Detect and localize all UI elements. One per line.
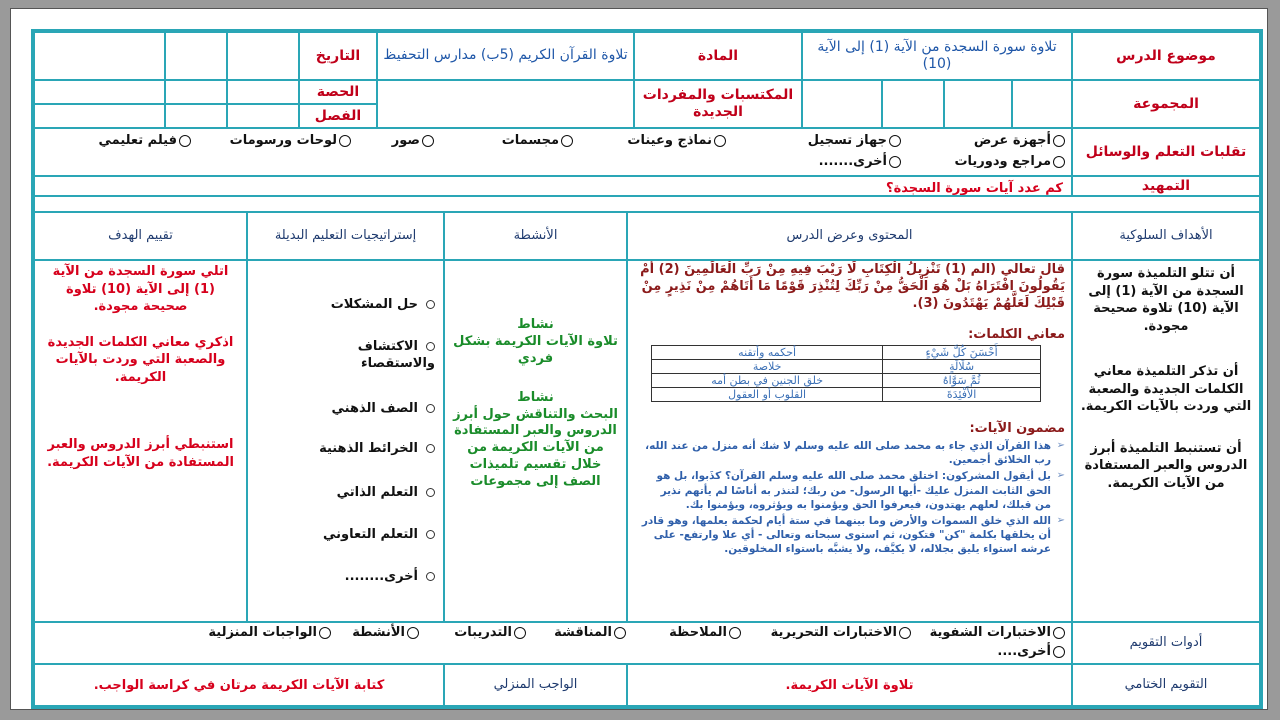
vocab-meaning: خلق الجنين في بطن أمه — [652, 374, 883, 388]
table-row — [652, 360, 1041, 374]
activities-header: الأنشطة — [444, 212, 627, 260]
group-cell-4 — [802, 80, 882, 128]
verse-text: قال تعالي (الم (1) تَنْزِيلُ الْكِتَابِ لَا رَيْبَ فِيهِ مِنْ رَبِّ الْعَالَمِينَ (2) أَمْ يَقُولُونَ افْتَرَاهُ بَلْ هُوَ الْحَقُّ مِنْ رَبِّكَ لِتُنْذِرَ قَوْمًا مَا أَتَاهُمْ مِنْ نَذِيرٍ مِنْ قَبْلِكَ لَعَلَّهُمْ يَهْتَدُونَ (3). — [640, 262, 1065, 311]
tool-option[interactable]: نماذج وعينات — [627, 133, 726, 148]
assessment-option[interactable]: الواجبات المنزلية — [208, 625, 331, 640]
strategy-item[interactable]: التعلم الذاتي — [337, 485, 435, 502]
vocab-word: سُلَالَةٍ — [883, 360, 1041, 374]
page-frame — [10, 8, 1268, 710]
assessment-option[interactable]: الاختبارات الشفوية — [930, 625, 1065, 640]
final-evaluation-label: التقويم الختامي — [1072, 664, 1260, 706]
evaluation-header: تقييم الهدف — [34, 212, 247, 260]
content-column — [627, 260, 1072, 622]
meaning-title: مضمون الآيات: — [969, 421, 1065, 436]
spacer-row — [34, 196, 1260, 212]
evaluation-item: اتلي سورة السجدة من الآية (1) إلى الآية (10) تلاوة صحيحة مجودة. — [52, 264, 229, 315]
list-item: ➢ بل أيقول المشركون: اختلق محمد صلى الله عليه وسلم القرآن؟ كذَبوا، بل هو الحق الثابت المنزل عليك -أيها الرسول- من ربك؛ لتنذر به أناسًا لم يأتهم نذير من قبلك، لعلهم يهتدون، فيعرفوا الحق ويؤمنوا به ويؤثروه، ويؤمنوا بك. — [641, 469, 1065, 512]
evaluation-item: استنبطي أبرز الدروس والعبر المستفادة من الآيات الكريمة. — [47, 437, 234, 470]
radio-circle-icon[interactable] — [899, 627, 911, 639]
table-row — [652, 388, 1041, 402]
strategy-item[interactable]: الصف الذهني — [332, 401, 435, 418]
circle-bullet-icon[interactable] — [426, 444, 435, 453]
vocab-meaning: خلاصة — [652, 360, 883, 374]
class-cell-2 — [165, 104, 227, 128]
radio-circle-icon[interactable] — [1053, 135, 1065, 147]
radio-circle-icon[interactable] — [339, 135, 351, 147]
activity-text: تلاوة الآيات الكريمة بشكل فردي — [453, 333, 618, 366]
class-label: الفصل — [299, 104, 377, 128]
activities-column — [444, 260, 627, 622]
activity-text: البحث والتناقش حول أبرز الدروس والعبر المستفادة من الآيات الكريمة من خلال تقسيم تلميذات الصف إلى مجموعات — [453, 406, 618, 490]
list-item: ➢ الله الذي خلق السموات والأرض وما بينهما في ستة أيام لحكمة يعلمها، وهو قادر أن يخلقها بكلمة "كن" فتكون، ثم استوى سبحانه وتعالى - أي علا وارتفع- على عرشه استواء يليق بجلاله، لا يكيَّف، ولا يشبَّه باستواء المخلوقين. — [641, 514, 1065, 557]
circle-bullet-icon[interactable] — [426, 404, 435, 413]
radio-circle-icon[interactable] — [1053, 627, 1065, 639]
evaluation-column — [34, 260, 247, 622]
vocab-word: ثُمَّ سَوَّاهُ — [883, 374, 1041, 388]
lesson-plan-sheet — [31, 29, 1263, 709]
strategy-item[interactable]: حل المشكلات — [331, 297, 435, 314]
strategies-header: إستراتيجيات التعليم البديلة — [247, 212, 444, 260]
circle-bullet-icon[interactable] — [426, 572, 435, 581]
radio-circle-icon[interactable] — [1053, 646, 1065, 658]
tool-option[interactable]: صور — [392, 133, 434, 148]
period-cell-1 — [227, 80, 299, 104]
objective-item: أن تستنبط التلميذة أبرز الدروس والعبر المستفادة من الآيات الكريمة. — [1084, 440, 1248, 491]
circle-bullet-icon[interactable] — [426, 342, 435, 351]
tool-option[interactable]: جهاز تسجيل — [808, 133, 901, 148]
activity-title: نشاط — [517, 389, 554, 405]
vocab-value — [377, 80, 634, 128]
radio-circle-icon[interactable] — [422, 135, 434, 147]
radio-circle-icon[interactable] — [614, 627, 626, 639]
radio-circle-icon[interactable] — [179, 135, 191, 147]
tool-option[interactable]: مجسمات — [502, 133, 573, 148]
radio-circle-icon[interactable] — [319, 627, 331, 639]
circle-bullet-icon[interactable] — [426, 530, 435, 539]
vocab-meaning: أحكمه وأتقنه — [652, 346, 883, 360]
activity-title: نشاط — [517, 317, 554, 332]
objective-item: أن تذكر التلميذة معاني الكلمات الجديدة والصعبة التي وردت بالآيات الكريمة. — [1080, 364, 1252, 415]
assessment-option[interactable]: الاختبارات التحريرية — [771, 625, 911, 640]
vocab-word: أَحْسَنَ كُلَّ شَيْءٍ — [883, 346, 1041, 360]
period-label: الحصة — [299, 80, 377, 104]
assessment-option[interactable]: المناقشة — [554, 625, 626, 640]
vocab-label: المكتسبات والمفردات الجديدة — [634, 80, 802, 128]
strategy-item[interactable]: أخرى........ — [345, 569, 435, 586]
circle-bullet-icon[interactable] — [426, 300, 435, 309]
radio-circle-icon[interactable] — [407, 627, 419, 639]
vocab-word: الأَفْئِدَةَ — [883, 388, 1041, 402]
group-cell-3 — [882, 80, 944, 128]
date-cell-1 — [227, 32, 299, 80]
vocab-table — [651, 345, 1041, 402]
tool-option[interactable]: فيلم تعليمي — [98, 133, 191, 148]
radio-circle-icon[interactable] — [714, 135, 726, 147]
table-row — [652, 374, 1041, 388]
radio-circle-icon[interactable] — [889, 156, 901, 168]
lesson-topic-value: تلاوة سورة السجدة من الآية (1) إلى الآية (10) — [802, 32, 1072, 80]
evaluation-item: اذكري معاني الكلمات الجديدة والصعبة التي وردت بالآيات الكريمة. — [47, 334, 234, 385]
assessment-label: أدوات التقويم — [1072, 622, 1260, 664]
strategy-item[interactable]: الاكتشاف والاستقصاء — [357, 339, 435, 371]
intro-question: كم عدد آيات سورة السجدة؟ — [886, 181, 1063, 196]
vocab-title: معاني الكلمات: — [968, 327, 1065, 342]
list-item: ➢ هذا القرآن الذي جاء به محمد صلى الله عليه وسلم لا شك أنه منزل من عند الله، رب الخلائق أجمعين. — [641, 439, 1065, 467]
radio-circle-icon[interactable] — [889, 135, 901, 147]
tool-option[interactable]: مراجع ودوريات — [954, 154, 1065, 169]
strategies-column — [247, 260, 444, 622]
radio-circle-icon[interactable] — [1053, 156, 1065, 168]
assessment-options — [34, 622, 1072, 664]
tools-options — [34, 128, 1072, 176]
date-cell-3 — [34, 32, 165, 80]
class-cell-1 — [227, 104, 299, 128]
intro-label: التمهيد — [1072, 176, 1260, 196]
date-label: التاريخ — [299, 32, 377, 80]
objectives-header: الأهداف السلوكية — [1072, 212, 1260, 260]
objectives-column — [1072, 260, 1260, 622]
assessment-option[interactable]: التدريبات — [454, 625, 526, 640]
group-cell-1 — [1012, 80, 1072, 128]
lesson-topic-label: موضوع الدرس — [1072, 32, 1260, 80]
radio-circle-icon[interactable] — [729, 627, 741, 639]
subject-value: تلاوة القرآن الكريم (5ب) مدارس التحفيظ — [377, 32, 634, 80]
subject-label: المادة — [634, 32, 802, 80]
tools-label: تقلبات التعلم والوسائل — [1072, 128, 1260, 176]
group-label: المجموعة — [1072, 80, 1260, 128]
date-cell-2 — [165, 32, 227, 80]
assessment-option[interactable]: الأنشطة — [352, 625, 419, 640]
vocab-meaning: القلوب أو العقول — [652, 388, 883, 402]
period-cell-3 — [34, 80, 165, 104]
final-evaluation-value: تلاوة الآيات الكريمة. — [627, 664, 1072, 706]
radio-circle-icon[interactable] — [514, 627, 526, 639]
intro-question-cell — [34, 176, 1072, 196]
period-cell-2 — [165, 80, 227, 104]
homework-label: الواجب المنزلي — [444, 664, 627, 706]
class-cell-3 — [34, 104, 165, 128]
circle-bullet-icon[interactable] — [426, 488, 435, 497]
content-header: المحتوى وعرض الدرس — [627, 212, 1072, 260]
assessment-option[interactable]: الملاحظة — [669, 625, 741, 640]
strategy-item[interactable]: التعلم التعاوني — [323, 527, 435, 544]
tool-option[interactable]: أجهزة عرض — [974, 133, 1065, 148]
assessment-option[interactable]: أخرى.... — [997, 644, 1065, 659]
objective-item: أن تتلو التلميذة سورة السجدة من الآية (1) إلى الآية (10) تلاوة صحيحة مجودة. — [1088, 266, 1244, 334]
tool-option[interactable]: لوحات ورسومات — [230, 133, 351, 148]
strategy-item[interactable]: الخرائط الذهنية — [319, 441, 435, 458]
table-row — [652, 346, 1041, 360]
meaning-list — [641, 439, 1065, 558]
homework-value: كتابة الآيات الكريمة مرتان في كراسة الواجب. — [34, 664, 444, 706]
radio-circle-icon[interactable] — [561, 135, 573, 147]
tool-option[interactable]: أخرى....... — [819, 154, 901, 169]
group-cell-2 — [944, 80, 1012, 128]
